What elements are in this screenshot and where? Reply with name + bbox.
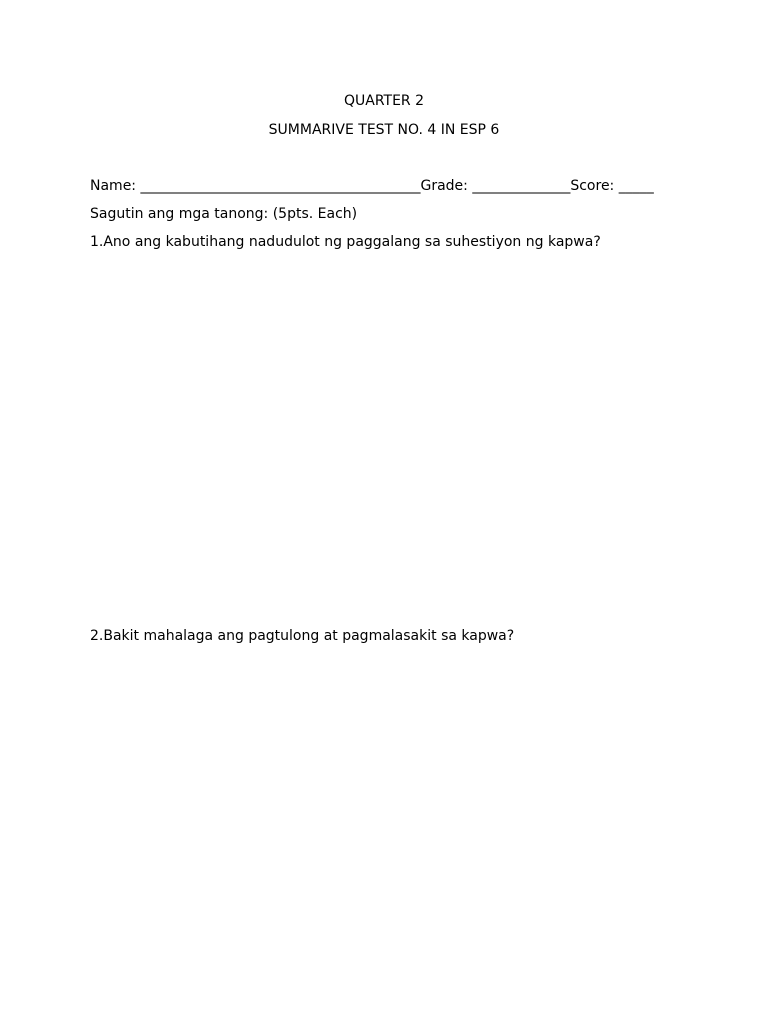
test-title: SUMMARIVE TEST NO. 4 IN ESP 6 [268, 122, 500, 138]
student-info-line [90, 177, 654, 195]
grade-label: Grade: [420, 178, 473, 194]
answer-space-2[interactable] [90, 656, 690, 996]
quarter-heading: QUARTER 2 [343, 93, 425, 109]
name-field[interactable]: ________________________________________ [140, 178, 421, 194]
question-1: 1.Ano ang kabutihang nadudulot ng paggalang sa suhestiyon ng kapwa? [90, 234, 601, 250]
grade-field[interactable]: ______________ [472, 178, 571, 194]
question-2: 2.Bakit mahalaga ang pagtulong at pagmalasakit sa kapwa? [90, 628, 515, 644]
answer-space-1[interactable] [90, 262, 690, 612]
score-label: Score: [570, 178, 619, 194]
name-label: Name: [90, 178, 141, 194]
instructions: Sagutin ang mga tanong: (5pts. Each) [90, 206, 358, 222]
score-field[interactable]: _____ [618, 178, 654, 194]
